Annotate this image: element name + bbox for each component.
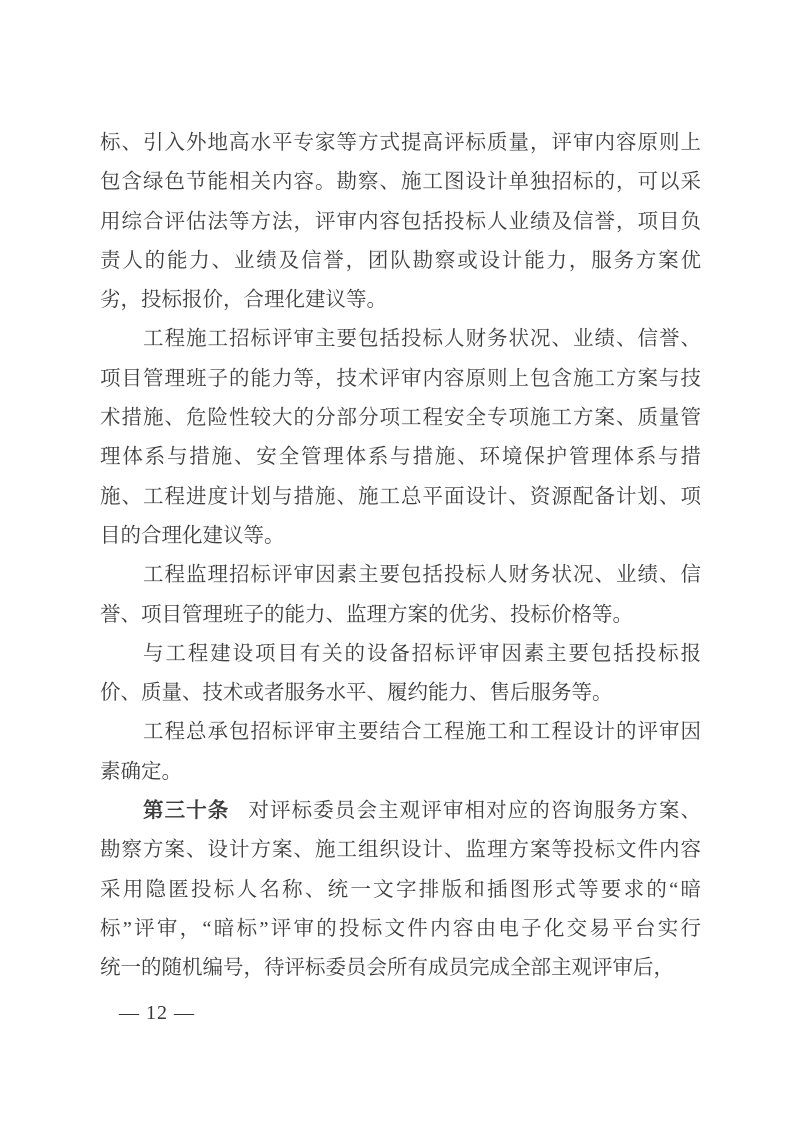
text-line: 项目管理班子的能力等，技术评审内容原则上包含施工方案与技 [100,367,701,390]
text-line: 采用隐匿投标人名称、统一文字排版和插图形式等要求的“暗 [100,878,701,901]
text-line: 工程施工招标评审主要包括投标人财务状况、业绩、信誉、 [143,328,701,351]
text-line: 劣，投标报价，合理化建议等。 [100,289,387,312]
text-line: 工程监理招标评审因素主要包括投标人财务状况、业绩、信 [143,564,701,587]
paragraph [100,713,701,792]
text-line: 与工程建设项目有关的设备招标评审因素主要包括投标报 [143,642,701,665]
text-line: 素确定。 [100,760,182,783]
text-line: 术措施、危险性较大的分部分项工程安全专项施工方案、质量管 [100,407,701,430]
text-line: 目的合理化建议等。 [100,524,285,547]
text-line: 工程总承包招标评审主要结合工程施工和工程设计的评审因 [143,721,701,744]
page-number: — 12 — [119,1002,195,1024]
body-text [100,124,701,989]
article-number-bold: 第三十条 [143,800,230,823]
paragraph [100,556,701,635]
text-line: 统一的随机编号，待评标委员会所有成员完成全部主观评审后， [100,957,674,980]
text-line [100,792,701,831]
text-line: 誉、项目管理班子的能力、监理方案的优劣、投标价格等。 [100,603,633,626]
text-line: 价、质量、技术或者服务水平、履约能力、售后服务等。 [100,682,613,705]
text-line: 标、引入外地高水平专家等方式提高评标质量，评审内容原则上 [100,132,701,154]
paragraph [100,124,701,320]
text-line: 理体系与措施、安全管理体系与措施、环境保护管理体系与措 [100,446,701,469]
paragraph [100,320,701,556]
text-line: 勘察方案、设计方案、施工组织设计、监理方案等投标文件内容 [100,839,701,862]
text-run: 对评标委员会主观评审相对应的咨询服务方案、 [248,800,701,823]
text-line: 包含绿色节能相关内容。勘察、施工图设计单独招标的，可以采 [100,171,701,194]
text-line: 标”评审，“暗标”评审的投标文件内容由电子化交易平台实行 [100,917,701,940]
text-line: 责人的能力、业绩及信誉，团队勘察或设计能力，服务方案优 [100,249,701,272]
paragraph [100,635,701,714]
text-line: 施、工程进度计划与措施、施工总平面设计、资源配备计划、项 [100,485,701,508]
text-line: 用综合评估法等方法，评审内容包括投标人业绩及信誉，项目负 [100,210,701,233]
paragraph [100,792,701,988]
